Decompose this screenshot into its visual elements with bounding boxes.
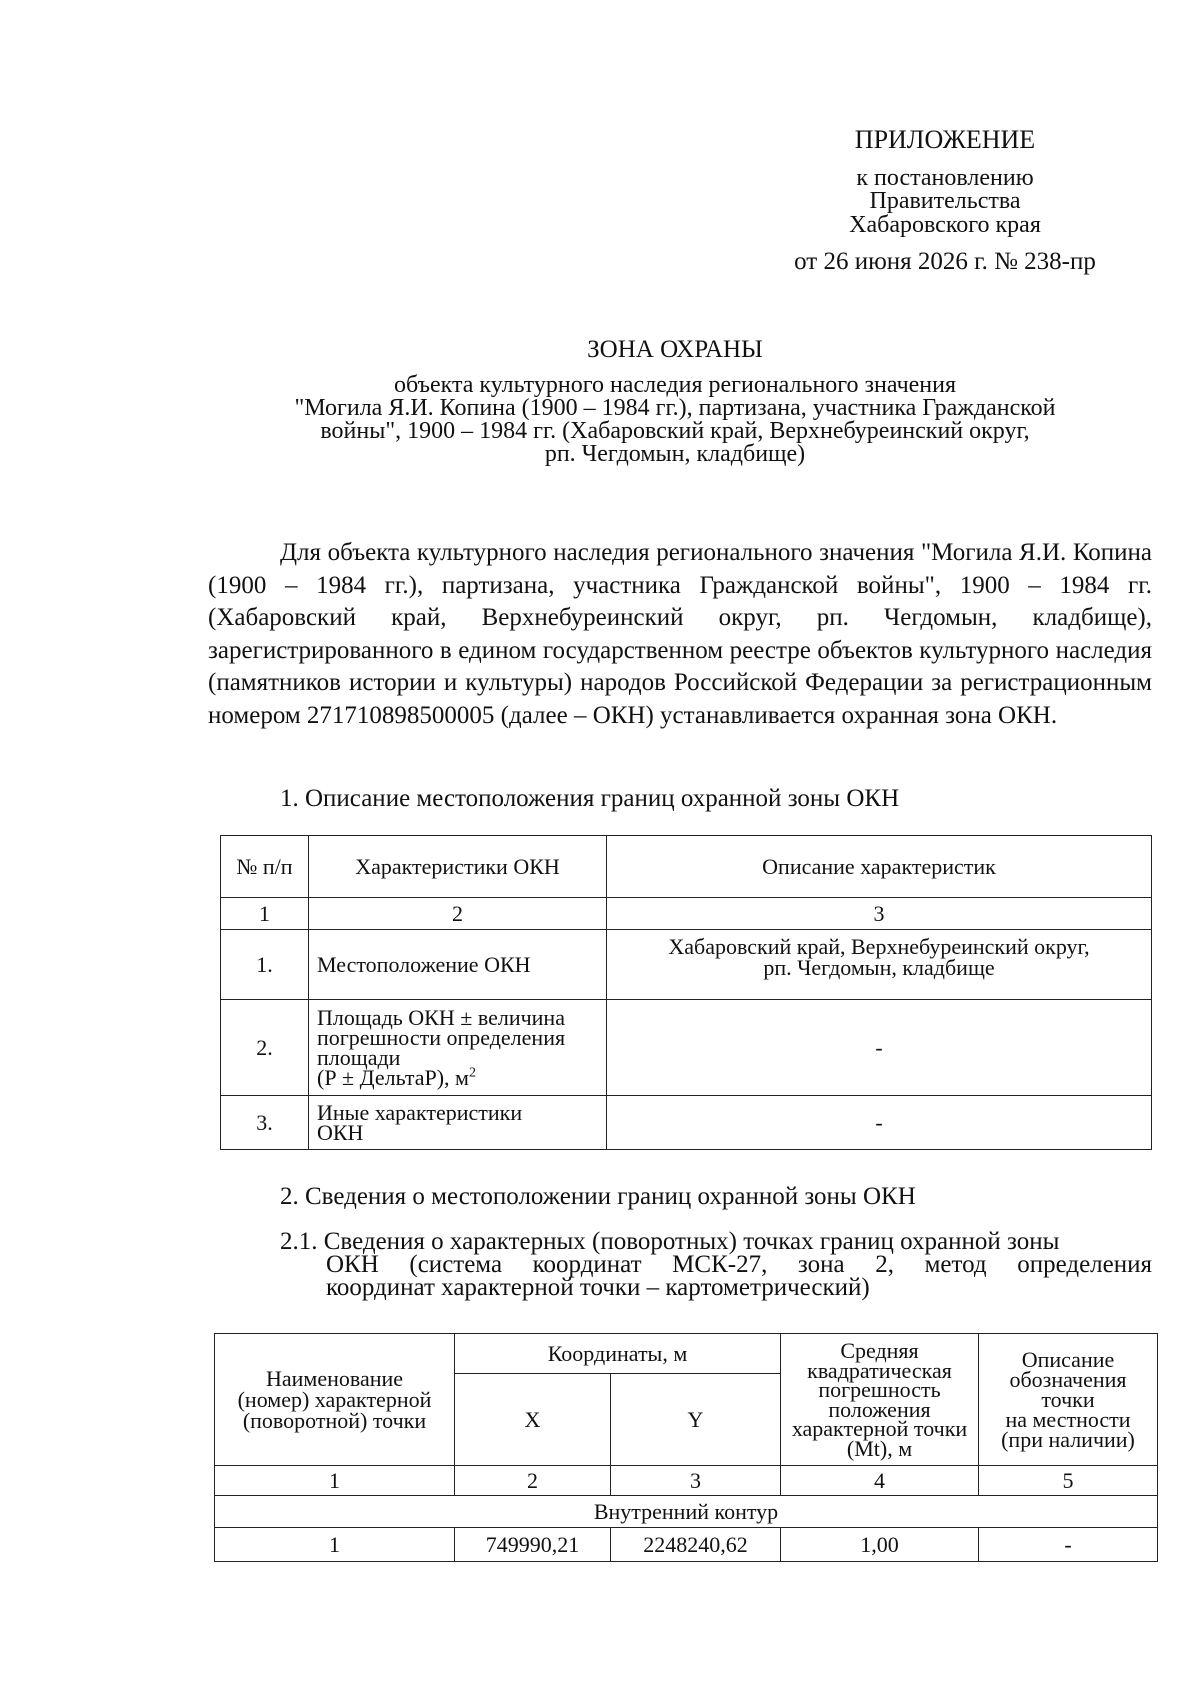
header-line: (поворотной) точки bbox=[242, 1408, 427, 1433]
column-header-number: № п/п bbox=[221, 836, 309, 898]
column-header-y: Y bbox=[611, 1374, 781, 1466]
characteristic-name bbox=[309, 1096, 607, 1150]
table-header-row bbox=[221, 836, 1152, 898]
okn-characteristics-table bbox=[220, 835, 1152, 1150]
characteristic-line: Площадь ОКН ± величина bbox=[317, 1004, 565, 1030]
column-number-5: 5 bbox=[979, 1466, 1158, 1496]
characteristic-line: погрешности определения bbox=[317, 1024, 566, 1050]
row-number: 2. bbox=[221, 1000, 309, 1096]
table-header-row bbox=[215, 1334, 1158, 1374]
characteristic-description: - bbox=[607, 1096, 1152, 1150]
column-header-point-name bbox=[215, 1334, 455, 1466]
characteristic-name: Местоположение ОКН bbox=[309, 930, 607, 1000]
column-header-description: Описание характеристик bbox=[607, 836, 1152, 898]
object-title-line-2: "Могила Я.И. Копина (1900 – 1984 гг.), партизана, участника Гражданской bbox=[294, 395, 1056, 421]
column-number-4: 4 bbox=[781, 1466, 979, 1496]
row-number: 3. bbox=[221, 1096, 309, 1150]
header-line: (при наличии) bbox=[1001, 1426, 1135, 1452]
header-line: Наименование bbox=[265, 1366, 404, 1391]
document-title: ЗОНА ОХРАНЫ bbox=[587, 336, 763, 363]
column-header-coordinates: Координаты, м bbox=[455, 1334, 781, 1374]
header-line: обозначения bbox=[1009, 1366, 1127, 1392]
header-line: характерной точки bbox=[791, 1416, 968, 1441]
subsection-line-3: координат характерной точки – картометрический) bbox=[326, 1274, 870, 1301]
description-line: Хабаровский край, Верхнебуреинский округ, bbox=[668, 934, 1090, 959]
section-2-heading: 2. Сведения о местоположении границ охранной зоны ОКН bbox=[280, 1183, 916, 1210]
point-name: 1 bbox=[215, 1528, 455, 1562]
characteristic-name bbox=[309, 1000, 607, 1096]
column-header-point-description bbox=[979, 1334, 1158, 1466]
column-header-mean-error bbox=[781, 1334, 979, 1466]
area-formula: (Р ± ДельтаР), м bbox=[317, 1064, 469, 1090]
boundary-points-table bbox=[214, 1333, 1158, 1562]
header-line: погрешность bbox=[818, 1377, 941, 1402]
column-number-3: 3 bbox=[611, 1466, 781, 1496]
appendix-government-line: Правительства bbox=[869, 188, 1021, 214]
column-number-1: 1 bbox=[215, 1466, 455, 1496]
header-line: положения bbox=[828, 1396, 931, 1422]
characteristic-description bbox=[607, 930, 1152, 1000]
contour-row bbox=[215, 1496, 1158, 1528]
subsection-2-1 bbox=[280, 1230, 1152, 1299]
appendix-region-line: Хабаровского края bbox=[849, 212, 1041, 238]
point-description: - bbox=[979, 1528, 1158, 1562]
column-number-3: 3 bbox=[607, 898, 1152, 930]
point-x: 749990,21 bbox=[455, 1528, 611, 1562]
appendix-title: ПРИЛОЖЕНИЕ bbox=[854, 125, 1036, 154]
header-line: квадратическая bbox=[807, 1357, 952, 1383]
object-title-line-3: войны", 1900 – 1984 гг. (Хабаровский край, Верхнебуреинский округ, bbox=[320, 418, 1030, 444]
characteristic-line: ОКН bbox=[317, 1119, 364, 1145]
appendix-to-line: к постановлению bbox=[856, 165, 1034, 191]
table-row bbox=[215, 1528, 1158, 1562]
section-1-heading: 1. Описание местоположения границ охранной зоны ОКН bbox=[280, 785, 900, 812]
header-line: на местности bbox=[1005, 1406, 1131, 1432]
column-number-1: 1 bbox=[221, 898, 309, 930]
area-superscript: 2 bbox=[468, 1065, 476, 1081]
table-row bbox=[221, 930, 1152, 1000]
column-header-characteristics: Характеристики ОКН bbox=[309, 836, 607, 898]
header-line: точки bbox=[1041, 1386, 1095, 1412]
table-numbering-row bbox=[221, 898, 1152, 930]
header-line: Описание bbox=[1021, 1346, 1115, 1372]
object-title-line-1: объекта культурного наследия регионального значения bbox=[393, 372, 957, 398]
characteristic-line: Иные характеристики bbox=[317, 1099, 523, 1125]
subsection-line-1: 2.1. Сведения о характерных (поворотных) точках границ охранной зоны bbox=[280, 1228, 1060, 1255]
table-row bbox=[221, 1096, 1152, 1150]
object-title-line-4: рп. Чегдомын, кладбище) bbox=[544, 441, 806, 467]
characteristic-description: - bbox=[607, 1000, 1152, 1096]
intro-paragraph: Для объекта культурного наследия регионального значения "Могила Я.И. Копина (1900 – 1984 гг.), партизана, участника Гражданской войны", 1900 – 1984 гг. (Хабаровский край, Верхнебуреинский округ, рп. Чегдомын, кладбище), зарегистрированного в едином государственном реестре объектов культурного наследия (памятников истории и культуры) народов Российской Федерации за регистрационным номером 271710898500005 (далее – ОКН) устанавливается охранная зона ОКН. bbox=[208, 539, 1152, 729]
header-line: (номер) характерной bbox=[237, 1387, 432, 1412]
table-row bbox=[221, 1000, 1152, 1096]
subsection-line-2: ОКН (система координат МСК-27, зона 2, метод определения bbox=[326, 1251, 1152, 1278]
point-mean-error: 1,00 bbox=[781, 1528, 979, 1562]
table-numbering-row bbox=[215, 1466, 1158, 1496]
column-header-x: X bbox=[455, 1374, 611, 1466]
characteristic-line: площади bbox=[317, 1044, 401, 1070]
header-line: Средняя bbox=[840, 1338, 919, 1363]
description-line: рп. Чегдомын, кладбище bbox=[763, 955, 995, 980]
characteristic-line bbox=[317, 1064, 598, 1090]
inner-contour-label: Внутренний контур bbox=[215, 1496, 1158, 1528]
point-y: 2248240,62 bbox=[611, 1528, 781, 1562]
column-number-2: 2 bbox=[309, 898, 607, 930]
row-number: 1. bbox=[221, 930, 309, 1000]
decree-date-number: от 26 июня 2026 г. № 238-пр bbox=[794, 248, 1096, 275]
column-number-2: 2 bbox=[455, 1466, 611, 1496]
header-line: (Mt), м bbox=[846, 1435, 913, 1461]
